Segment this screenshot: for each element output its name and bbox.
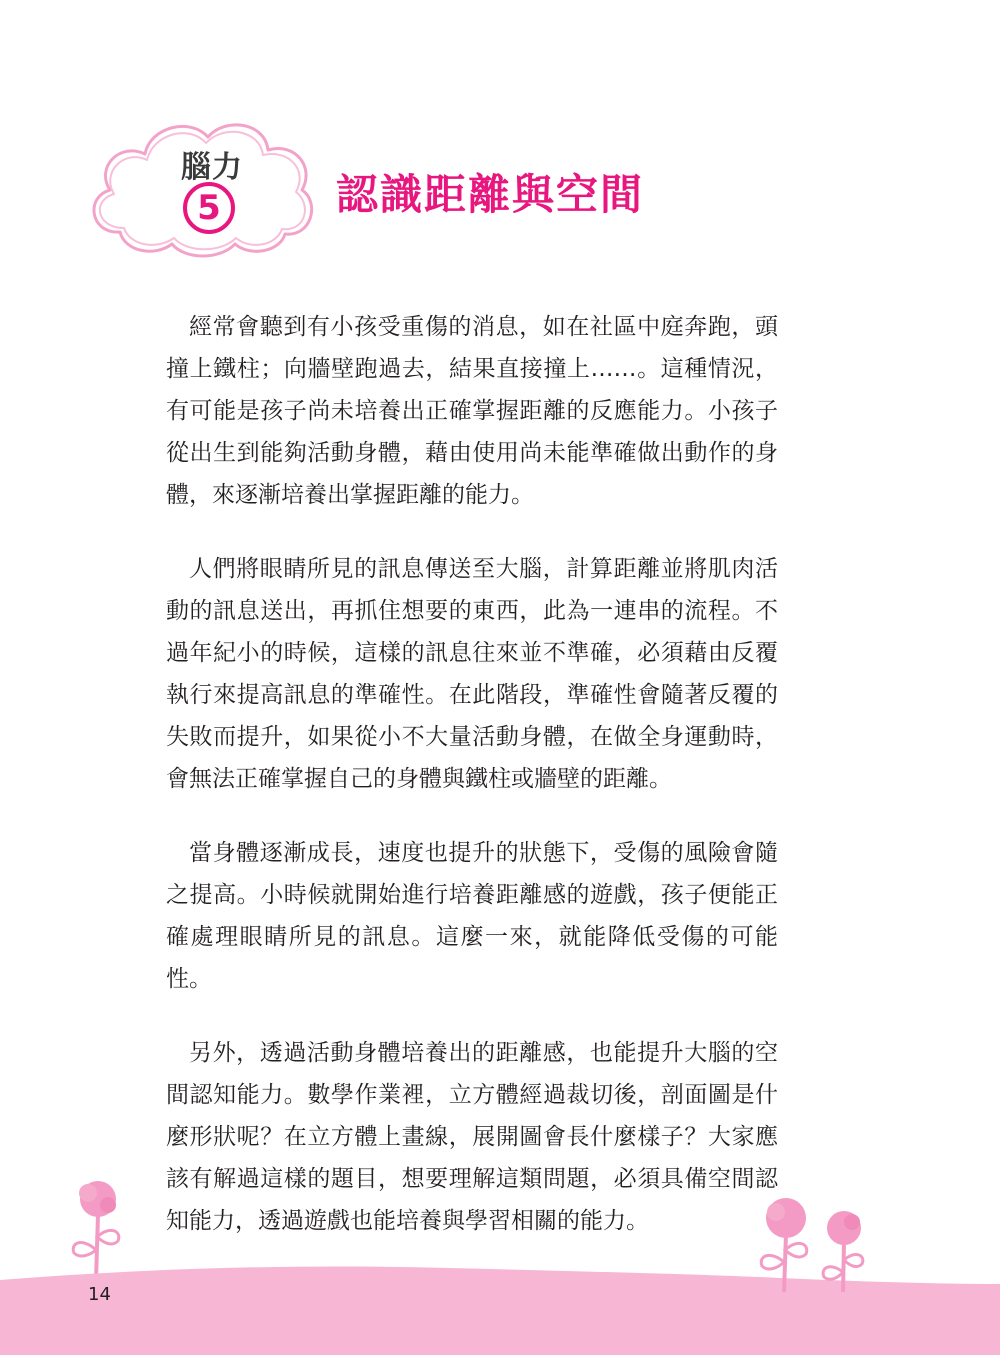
paragraph: 經常會聽到有小孩受重傷的消息，如在社區中庭奔跑，頭撞上鐵柱；向牆壁跑過去，結果直接撞上……。這種情況，有可能是孩子尚未培養出正確掌握距離的反應能力。小孩子從出生到能夠活動身體，藉由使用尚未能準確做出動作的身體，來逐漸培養出掌握距離的能力。 <box>166 314 778 508</box>
section-number: 5 <box>183 182 235 234</box>
paragraph: 人們將眼睛所見的訊息傳送至大腦，計算距離並將肌肉活動的訊息送出，再抓住想要的東西，此為一連串的流程。不過年紀小的時候，這樣的訊息往來並不準確，必須藉由反覆執行來提高訊息的準確性。在此階段，準確性會隨著反覆的失敗而提升，如果從小不大量活動身體，在做全身運動時，會無法正確掌握自己的身體與鐵柱或牆壁的距離。 <box>166 556 778 792</box>
article-body <box>166 306 778 1274</box>
paragraph: 另外，透過活動身體培養出的距離感，也能提升大腦的空間認知能力。數學作業裡，立方體經過裁切後，剖面圖是什麼形狀呢？在立方體上畫線，展開圖會長什麼樣子？大家應該有解過這樣的題目，想要理解這類問題，必須具備空間認知能力，透過遊戲也能培養與學習相關的能力。 <box>166 1040 778 1234</box>
section-label: 腦力 <box>181 150 243 185</box>
page-title: 認識距離與空間 <box>336 170 645 219</box>
flower-icon <box>748 1192 878 1302</box>
paragraph: 當身體逐漸成長，速度也提升的狀態下，受傷的風險會隨之提高。小時候就開始進行培養距離感的遊戲，孩子便能正確處理眼睛所見的訊息。這麼一來，就能降低受傷的可能性。 <box>166 840 778 992</box>
page-number: 14 <box>88 1284 111 1305</box>
